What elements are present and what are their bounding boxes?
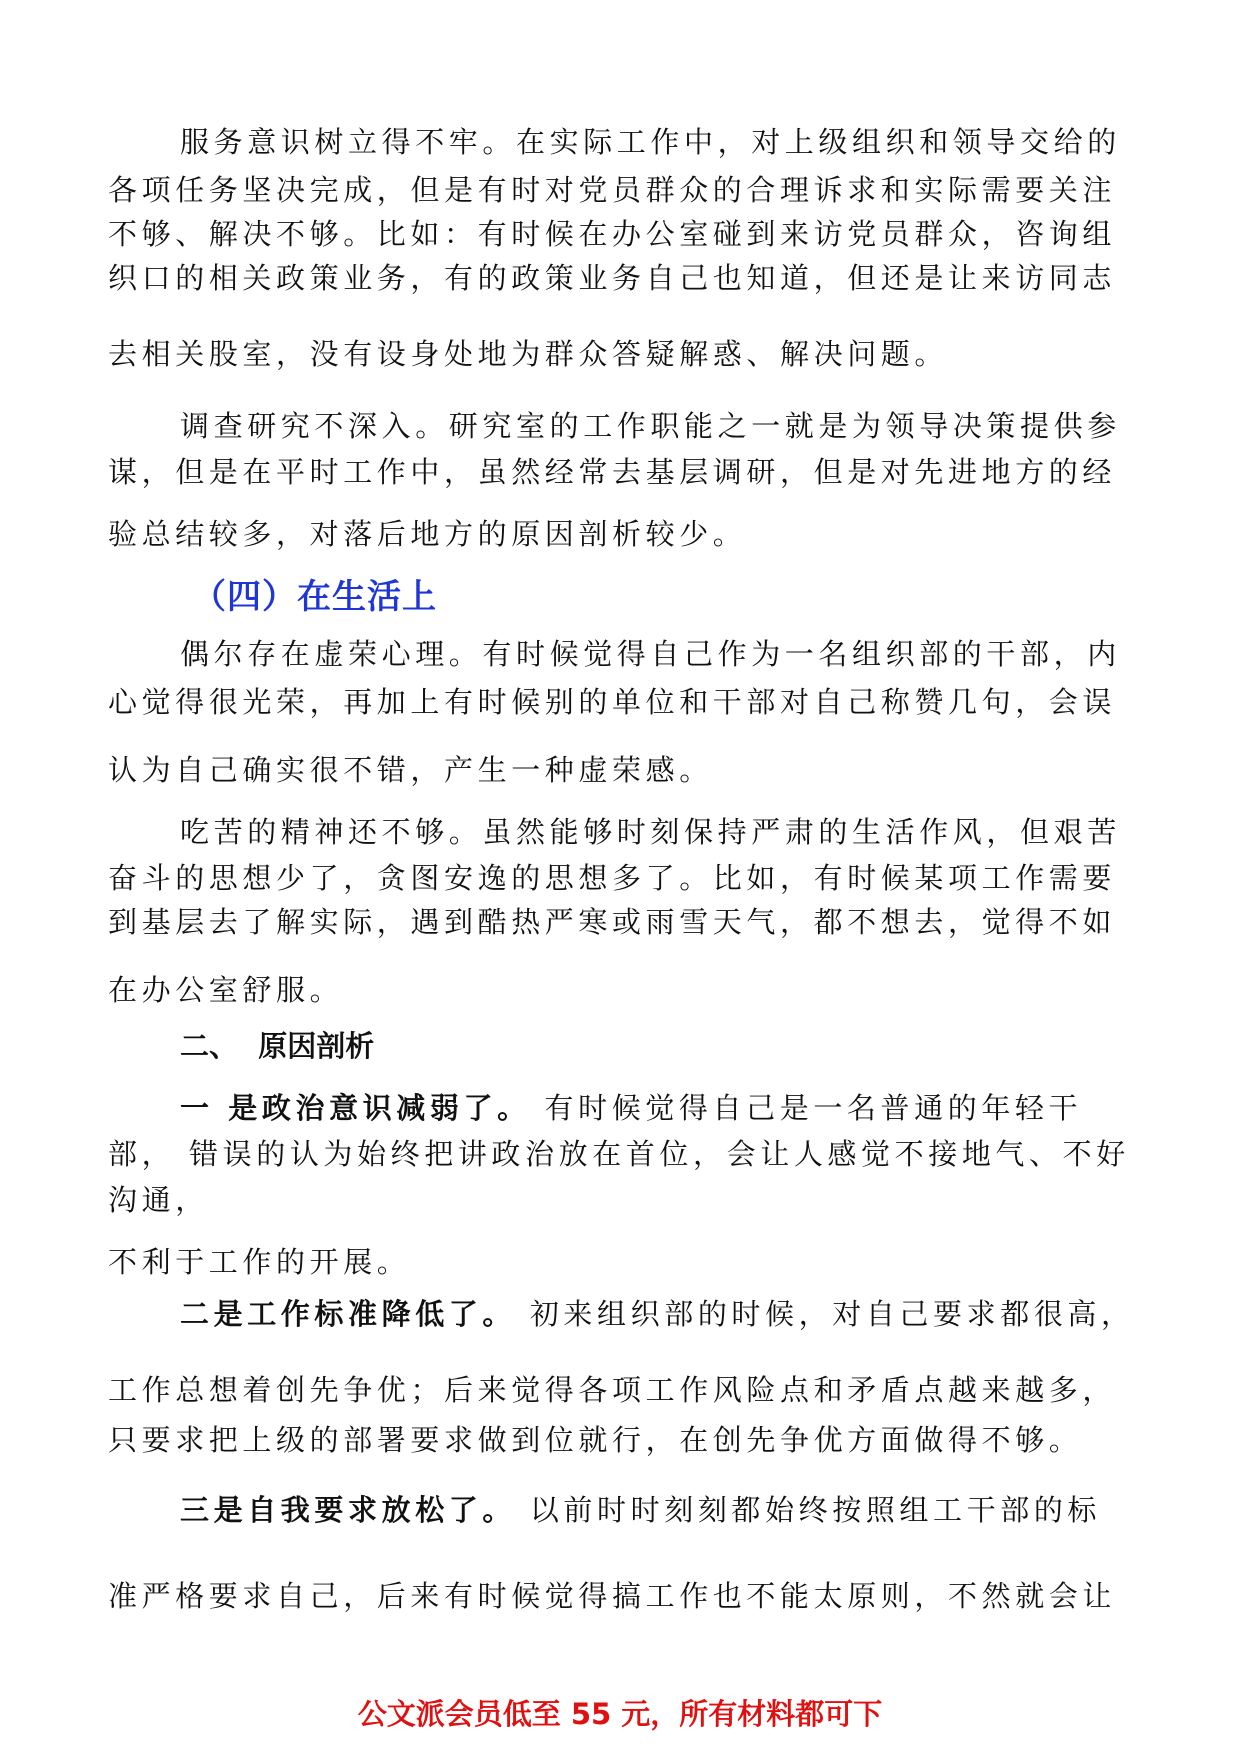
- paragraph-line: 服务意识树立得不牢。在实际工作中，对上级组织和领导交给的: [180, 125, 1121, 159]
- paragraph-line: [180, 1490, 1101, 1530]
- paragraph-line: 验总结较多，对落后地方的原因剖析较少。: [108, 517, 747, 551]
- paragraph-line: 织口的相关政策业务，有的政策业务自己也知道，但还是让来访同志: [108, 261, 1117, 295]
- paragraph-line: 部， 错误的认为始终把讲政治放在首位，会让人感觉不接地气、不好: [108, 1137, 1130, 1171]
- paragraph-line: 心觉得很光荣，再加上有时候别的单位和干部对自己称赞几句，会误: [108, 685, 1117, 719]
- cause-lead: 二是工作标准降低了。: [180, 1297, 517, 1331]
- cause-lead: 一 是政治意识减弱了。: [180, 1091, 531, 1125]
- section-heading-life: （四）在生活上: [192, 577, 437, 617]
- paragraph-line: 到基层去了解实际，遇到酷热严寒或雨雪天气，都不想去，觉得不如: [108, 905, 1117, 939]
- paragraph-line: [180, 1294, 1135, 1334]
- paragraph-line: 只要求把上级的部署要求做到位就行，在创先争优方面做得不够。: [108, 1423, 1083, 1457]
- paragraph-line: 认为自己确实很不错，产生一种虚荣感。: [108, 753, 713, 787]
- paragraph-line: 不利于工作的开展。: [108, 1245, 411, 1279]
- paragraph-line: [180, 1088, 1082, 1128]
- paragraph-line: 偶尔存在虚荣心理。有时候觉得自己作为一名组织部的干部，内: [180, 637, 1121, 671]
- paragraph-line: 吃苦的精神还不够。虽然能够时刻保持严肃的生活作风，但艰苦: [180, 815, 1121, 849]
- cause-text: 有时候觉得自己是一名普通的年轻干: [530, 1091, 1083, 1125]
- paragraph-line: 奋斗的思想少了，贪图安逸的思想多了。比如，有时候某项工作需要: [108, 861, 1117, 895]
- paragraph-line: 准严格要求自己，后来有时候觉得搞工作也不能太原则，不然就会让: [108, 1579, 1117, 1613]
- paragraph-line: 去相关股室，没有设身处地为群众答疑解惑、解决问题。: [108, 337, 949, 371]
- paragraph-line: 调查研究不深入。研究室的工作职能之一就是为领导决策提供参: [180, 409, 1121, 443]
- footer-promo-notice: 公文派会员低至 55 元，所有材料都可下: [357, 1697, 883, 1731]
- cause-text: 初来组织部的时候，对自己要求都很高，: [516, 1297, 1135, 1331]
- paragraph-line: 在办公室舒服。: [108, 973, 344, 1007]
- paragraph-line: 沟通，: [108, 1183, 209, 1217]
- section-heading-cause: 二、 原因剖析: [180, 1029, 375, 1063]
- paragraph-line: 工作总想着创先争优；后来觉得各项工作风险点和矛盾点越来越多，: [108, 1373, 1117, 1407]
- cause-lead: 三是自我要求放松了。: [180, 1493, 517, 1527]
- cause-text: 以前时时刻刻都始终按照组工干部的标: [516, 1493, 1102, 1527]
- paragraph-line: 不够、解决不够。比如：有时候在办公室碰到来访党员群众，咨询组: [108, 217, 1117, 251]
- paragraph-line: 谋，但是在平时工作中，虽然经常去基层调研，但是对先进地方的经: [108, 455, 1117, 489]
- paragraph-line: 各项任务坚决完成，但是有时对党员群众的合理诉求和实际需要关注: [108, 173, 1117, 207]
